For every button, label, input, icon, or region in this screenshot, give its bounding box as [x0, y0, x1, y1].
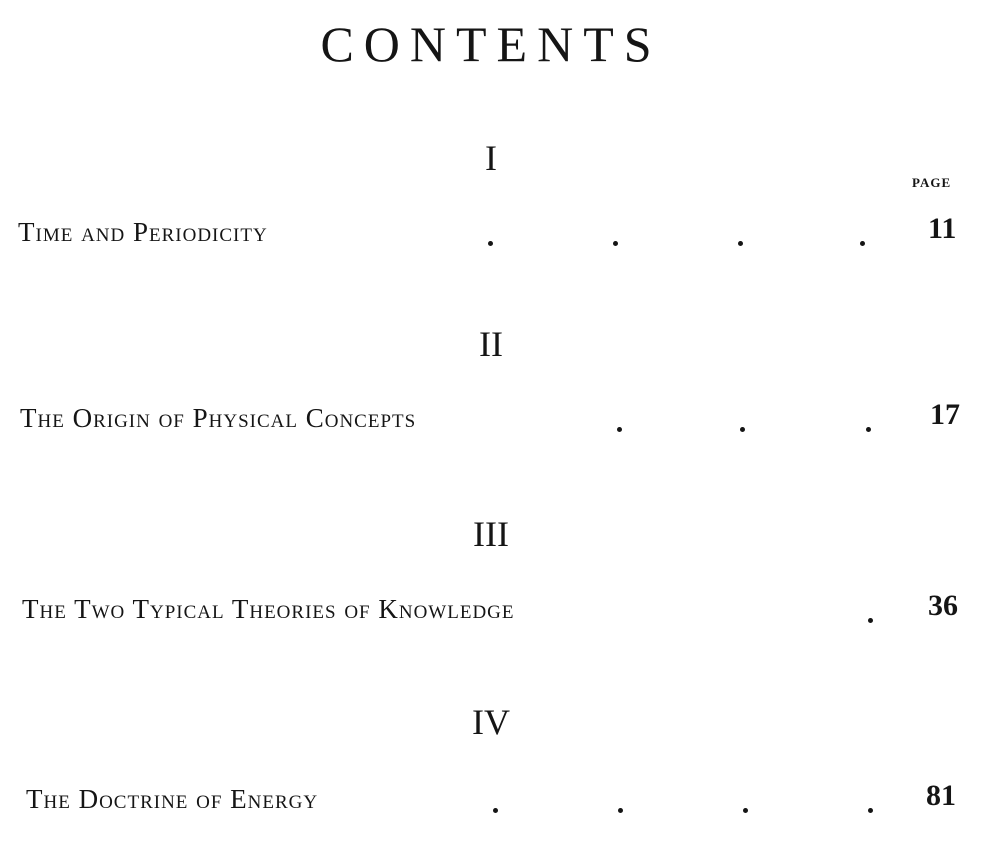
chapter-numeral: IV	[472, 702, 510, 742]
toc-entry[interactable]	[26, 777, 986, 817]
page-number[interactable]: 17	[930, 398, 960, 431]
leader-dot	[868, 618, 873, 623]
toc-entry[interactable]	[18, 210, 978, 250]
leader-dot	[618, 808, 623, 813]
page-number[interactable]: 11	[928, 212, 957, 245]
toc-entry[interactable]	[22, 587, 982, 627]
leader-dot	[617, 427, 622, 432]
leader-dot	[866, 427, 871, 432]
page-column-label: PAGE	[912, 175, 952, 190]
leader-dot	[868, 808, 873, 813]
leader-dot	[493, 808, 498, 813]
leader-dot	[488, 241, 493, 246]
chapter-title[interactable]: The Doctrine of Energy	[26, 784, 319, 814]
chapter-numeral: I	[485, 138, 497, 178]
leader-dot	[740, 427, 745, 432]
leader-dot	[613, 241, 618, 246]
leader-dot	[860, 241, 865, 246]
page-number[interactable]: 36	[928, 589, 958, 622]
leader-dot	[743, 808, 748, 813]
toc-entry[interactable]	[20, 396, 980, 436]
chapter-numeral: II	[479, 324, 503, 364]
chapter-title[interactable]: The Origin of Physical Concepts	[20, 403, 417, 433]
chapter-numeral: III	[473, 514, 509, 554]
page-number[interactable]: 81	[926, 779, 956, 812]
chapter-title[interactable]: The Two Typical Theories of Knowledge	[22, 594, 515, 624]
page-title: CONTENTS	[320, 16, 662, 72]
leader-dot	[738, 241, 743, 246]
chapter-title[interactable]: Time and Periodicity	[18, 217, 268, 247]
